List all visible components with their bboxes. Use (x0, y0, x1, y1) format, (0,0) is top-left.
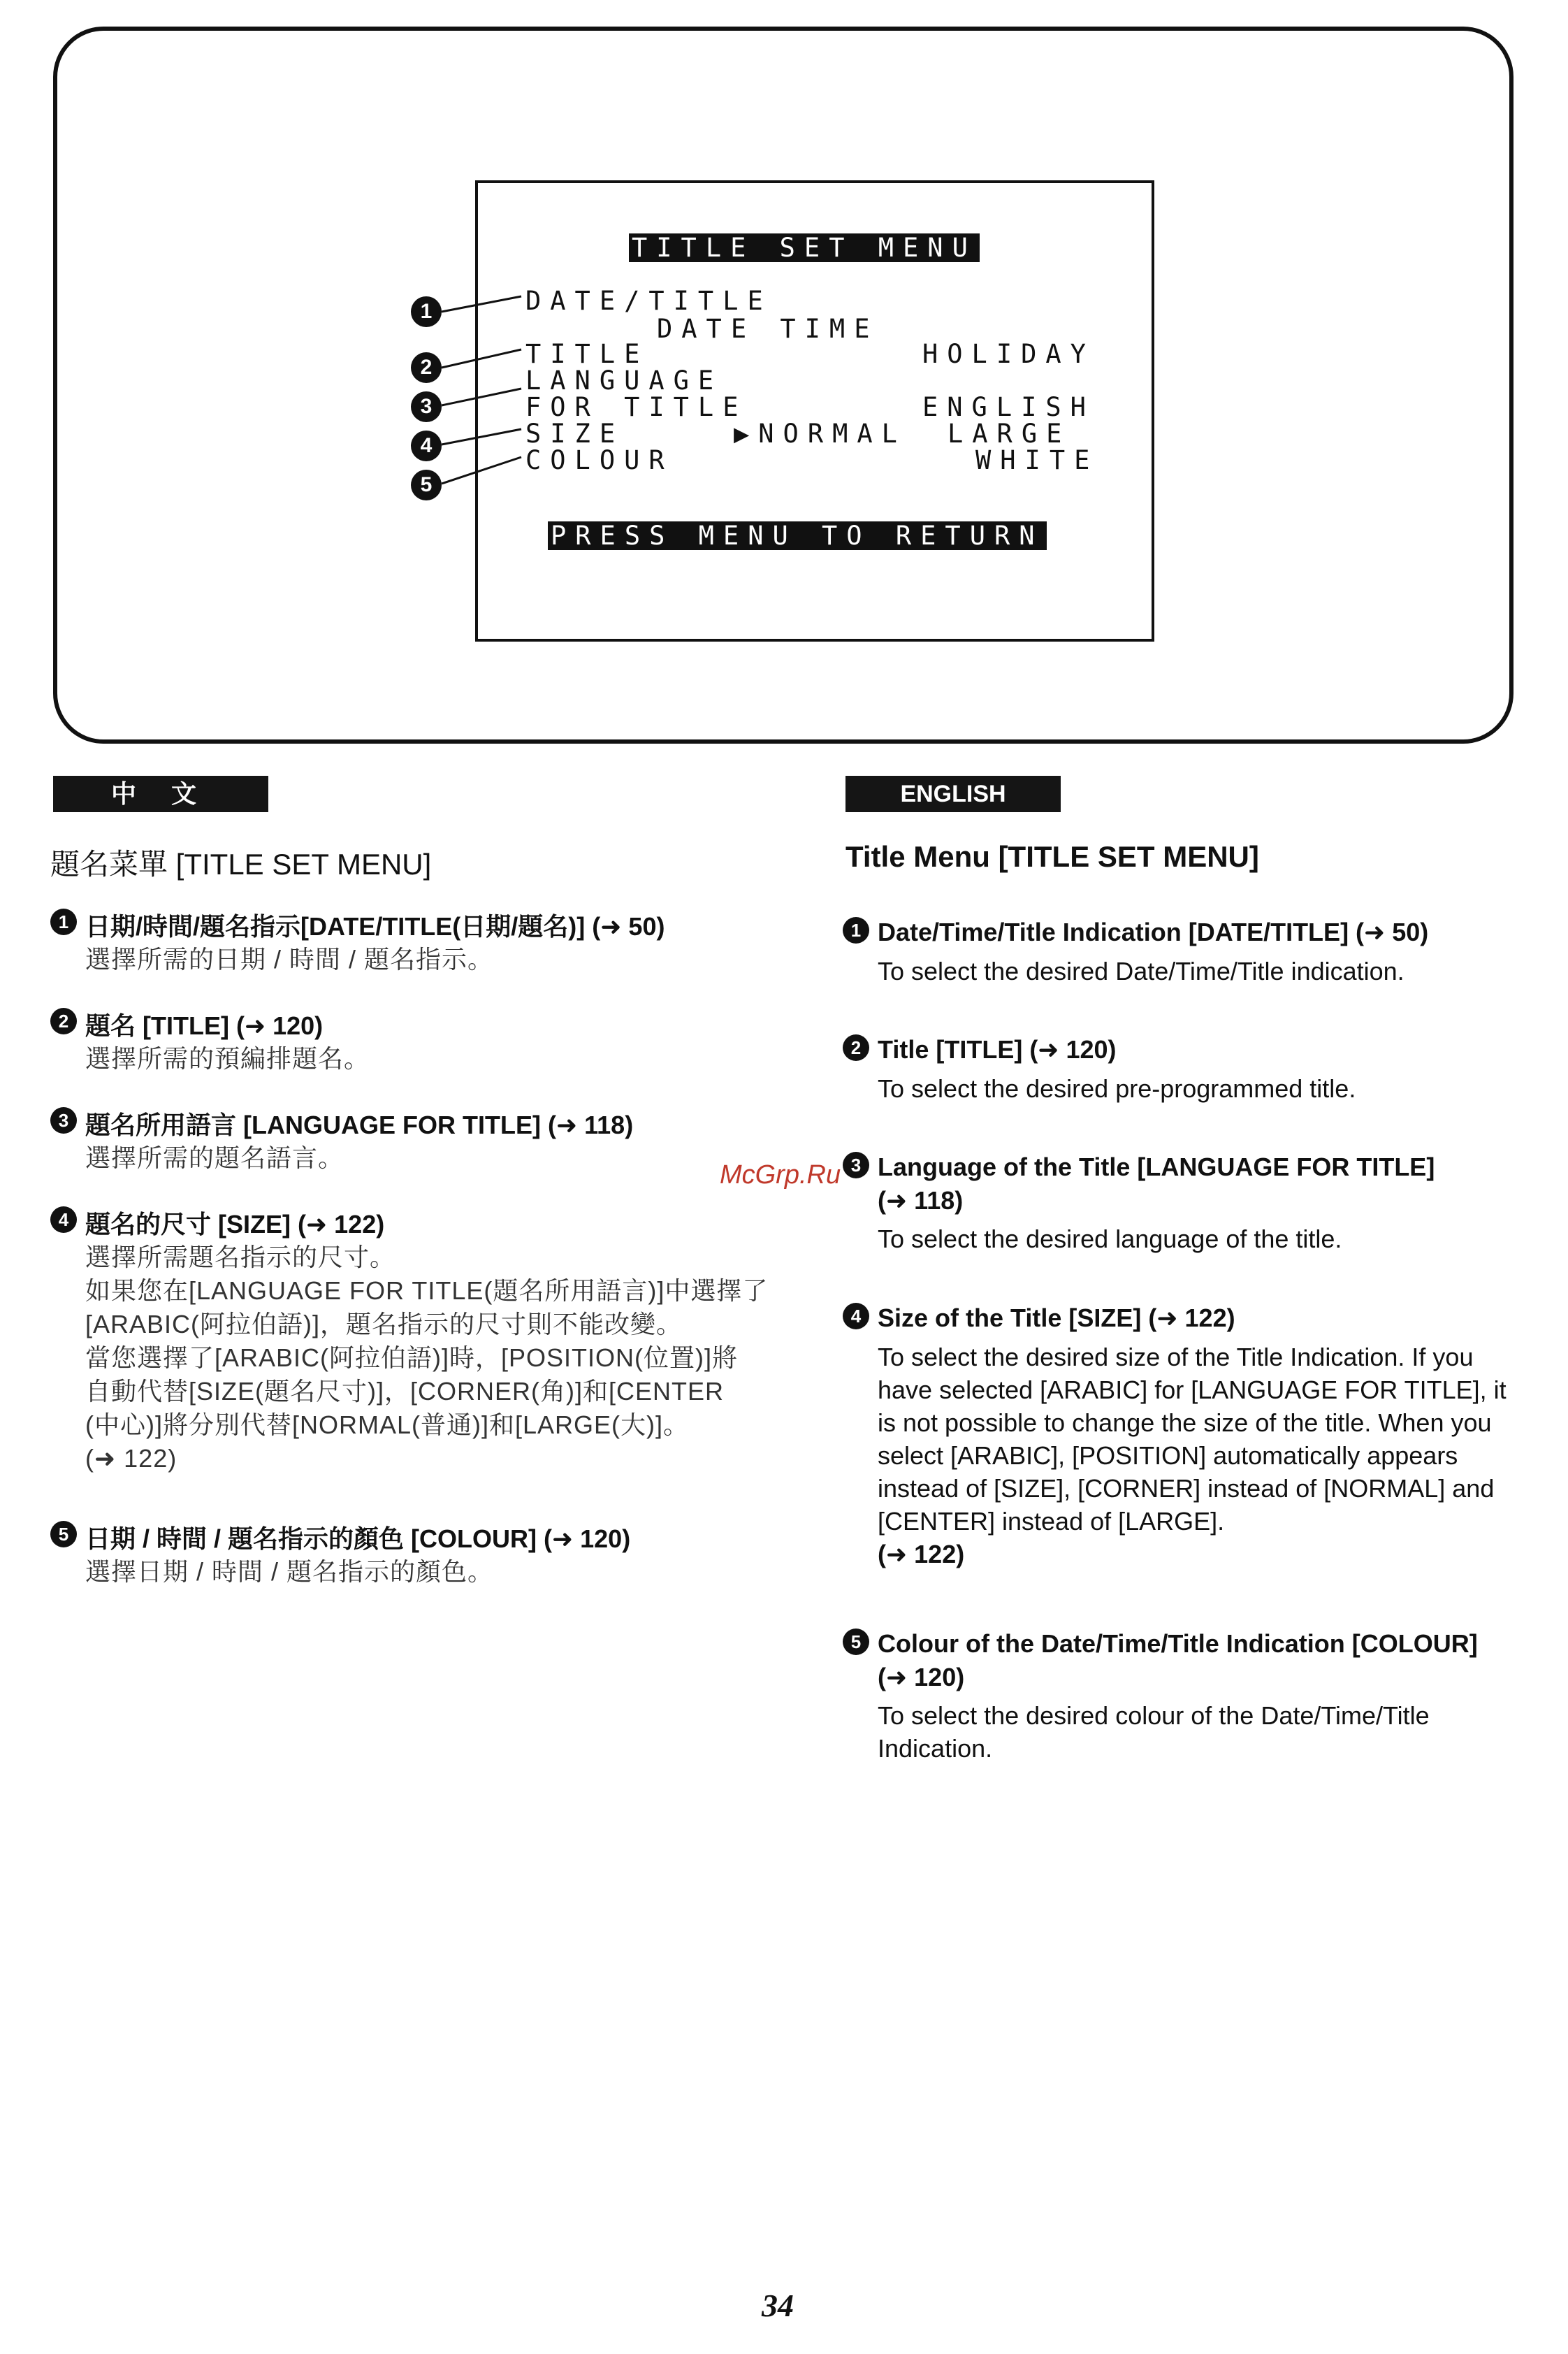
menu-row-title-value: HOLIDAY (922, 339, 1095, 369)
number-badge-5: 5 (843, 1629, 869, 1655)
number-badge-2: 2 (50, 1008, 77, 1034)
zh-item-3-head: 題名所用語言 [LANGUAGE FOR TITLE] (➜ 118) (85, 1111, 634, 1139)
menu-row-date-title-value: DATE TIME (657, 314, 879, 344)
en-item-1-body: To select the desired Date/Time/Title indication. (878, 957, 1404, 985)
zh-item-4-body-3: [ARABIC(阿拉伯語)]，題名指示的尺寸則不能改變。 (85, 1310, 683, 1338)
en-item-2-head: Title [TITLE] (➜ 120) (878, 1035, 1117, 1064)
en-section-header: ENGLISH (845, 776, 1061, 812)
menu-row-colour-value: WHITE (975, 445, 1099, 475)
en-item-1-head: Date/Time/Title Indication [DATE/TITLE] (➜ 50) (878, 918, 1429, 946)
zh-page-title: 題名菜單 [TITLE SET MENU] (50, 848, 432, 881)
zh-item-1 (50, 907, 819, 976)
number-badge-5: 5 (50, 1521, 77, 1547)
menu-footer: PRESS MENU TO RETURN (548, 521, 1047, 550)
en-item-5 (843, 1627, 1527, 1765)
en-item-3-head-ref: (➜ 118) (878, 1186, 964, 1215)
callout-2: 2 (411, 352, 442, 383)
zh-item-4-body-1: 選擇所需題名指示的尺寸。 (85, 1243, 396, 1271)
number-badge-2: 2 (843, 1034, 869, 1061)
zh-item-5 (50, 1519, 819, 1589)
menu-row-language: LANGUAGE (525, 366, 723, 396)
number-badge-3: 3 (843, 1152, 869, 1178)
number-badge-1: 1 (843, 917, 869, 944)
zh-item-4 (50, 1205, 819, 1475)
en-item-3-head: Language of the Title [LANGUAGE FOR TITLE] (878, 1153, 1435, 1181)
callout-4: 4 (411, 431, 442, 461)
zh-item-4-body-6: (中心)]將分別代替[NORMAL(普通)]和[LARGE(大)]。 (85, 1410, 690, 1439)
en-item-3-body: To select the desired language of the title. (878, 1225, 1342, 1253)
en-item-4-ref: (➜ 122) (878, 1540, 965, 1568)
en-item-1 (843, 916, 1527, 988)
menu-header: TITLE SET MENU (629, 233, 980, 262)
zh-item-4-body-2: 如果您在[LANGUAGE FOR TITLE(題名所用語言)]中選擇了 (85, 1276, 769, 1305)
en-item-5-head-ref: (➜ 120) (878, 1663, 965, 1691)
zh-section-header: 中 文 (53, 776, 268, 812)
zh-item-1-head: 日期/時間/題名指示[DATE/TITLE(日期/題名)] (➜ 50) (85, 912, 665, 941)
en-item-3 (843, 1150, 1527, 1255)
en-item-4-head: Size of the Title [SIZE] (➜ 122) (878, 1304, 1235, 1332)
menu-row-size-large: LARGE (948, 419, 1071, 449)
page-number: 34 (762, 2288, 794, 2323)
callout-1: 1 (411, 296, 442, 327)
number-badge-1: 1 (50, 909, 77, 935)
en-item-5-head: Colour of the Date/Time/Title Indication [COLOUR] (878, 1629, 1478, 1658)
zh-item-1-body: 選擇所需的日期 / 時間 / 題名指示。 (85, 945, 494, 974)
zh-item-4-head: 題名的尺寸 [SIZE] (➜ 122) (85, 1210, 385, 1239)
zh-item-3-body: 選擇所需的題名語言。 (85, 1143, 344, 1172)
number-badge-4: 4 (843, 1303, 869, 1329)
zh-item-2-head: 題名 [TITLE] (➜ 120) (85, 1011, 324, 1040)
zh-item-5-head: 日期 / 時間 / 題名指示的顏色 [COLOUR] (➜ 120) (85, 1524, 631, 1553)
menu-row-language-value: ENGLISH (922, 392, 1095, 422)
zh-item-3 (50, 1106, 819, 1175)
zh-item-2 (50, 1006, 819, 1076)
callout-3: 3 (411, 391, 442, 422)
en-item-2-body: To select the desired pre-programmed title. (878, 1074, 1356, 1103)
en-item-2 (843, 1033, 1527, 1105)
en-item-4-body: To select the desired size of the Title Indication. If you have selected [ARABIC] for [LANGUAGE FOR TITLE], it is not possible to change the size of the title. When you select [ARABIC], [POSITION] automatically appears instead of [SIZE], [CORNER] instead of [NORMAL] and [CENTER] instead of [LARGE]. (878, 1343, 1507, 1536)
zh-item-4-body-7: (➜ 122) (85, 1444, 177, 1473)
en-item-4 (843, 1301, 1527, 1570)
menu-row-date-title: DATE/TITLE (525, 286, 772, 316)
menu-row-for-title: FOR TITLE (525, 392, 748, 422)
watermark: McGrp.Ru (720, 1160, 841, 1190)
zh-item-2-body: 選擇所需的預編排題名。 (85, 1044, 370, 1073)
callout-5: 5 (411, 470, 442, 500)
en-item-5-body: To select the desired colour of the Date/Time/Title Indication. (878, 1701, 1430, 1763)
zh-item-4-body-4: 當您選擇了[ARABIC(阿拉伯語)]時，[POSITION(位置)]將 (85, 1343, 739, 1372)
menu-row-title: TITLE (525, 339, 649, 369)
en-page-title: Title Menu [TITLE SET MENU] (845, 840, 1259, 873)
menu-row-size: SIZE (525, 419, 625, 449)
zh-item-5-body: 選擇日期 / 時間 / 題名指示的顏色。 (85, 1557, 494, 1586)
menu-row-colour: COLOUR (525, 445, 674, 475)
menu-screen (475, 180, 1154, 642)
menu-row-size-normal: ▶NORMAL (734, 419, 906, 449)
number-badge-3: 3 (50, 1107, 77, 1134)
number-badge-4: 4 (50, 1206, 77, 1233)
zh-item-4-body-5: 自動代替[SIZE(題名尺寸)]，[CORNER(角)]和[CENTER (85, 1377, 724, 1406)
